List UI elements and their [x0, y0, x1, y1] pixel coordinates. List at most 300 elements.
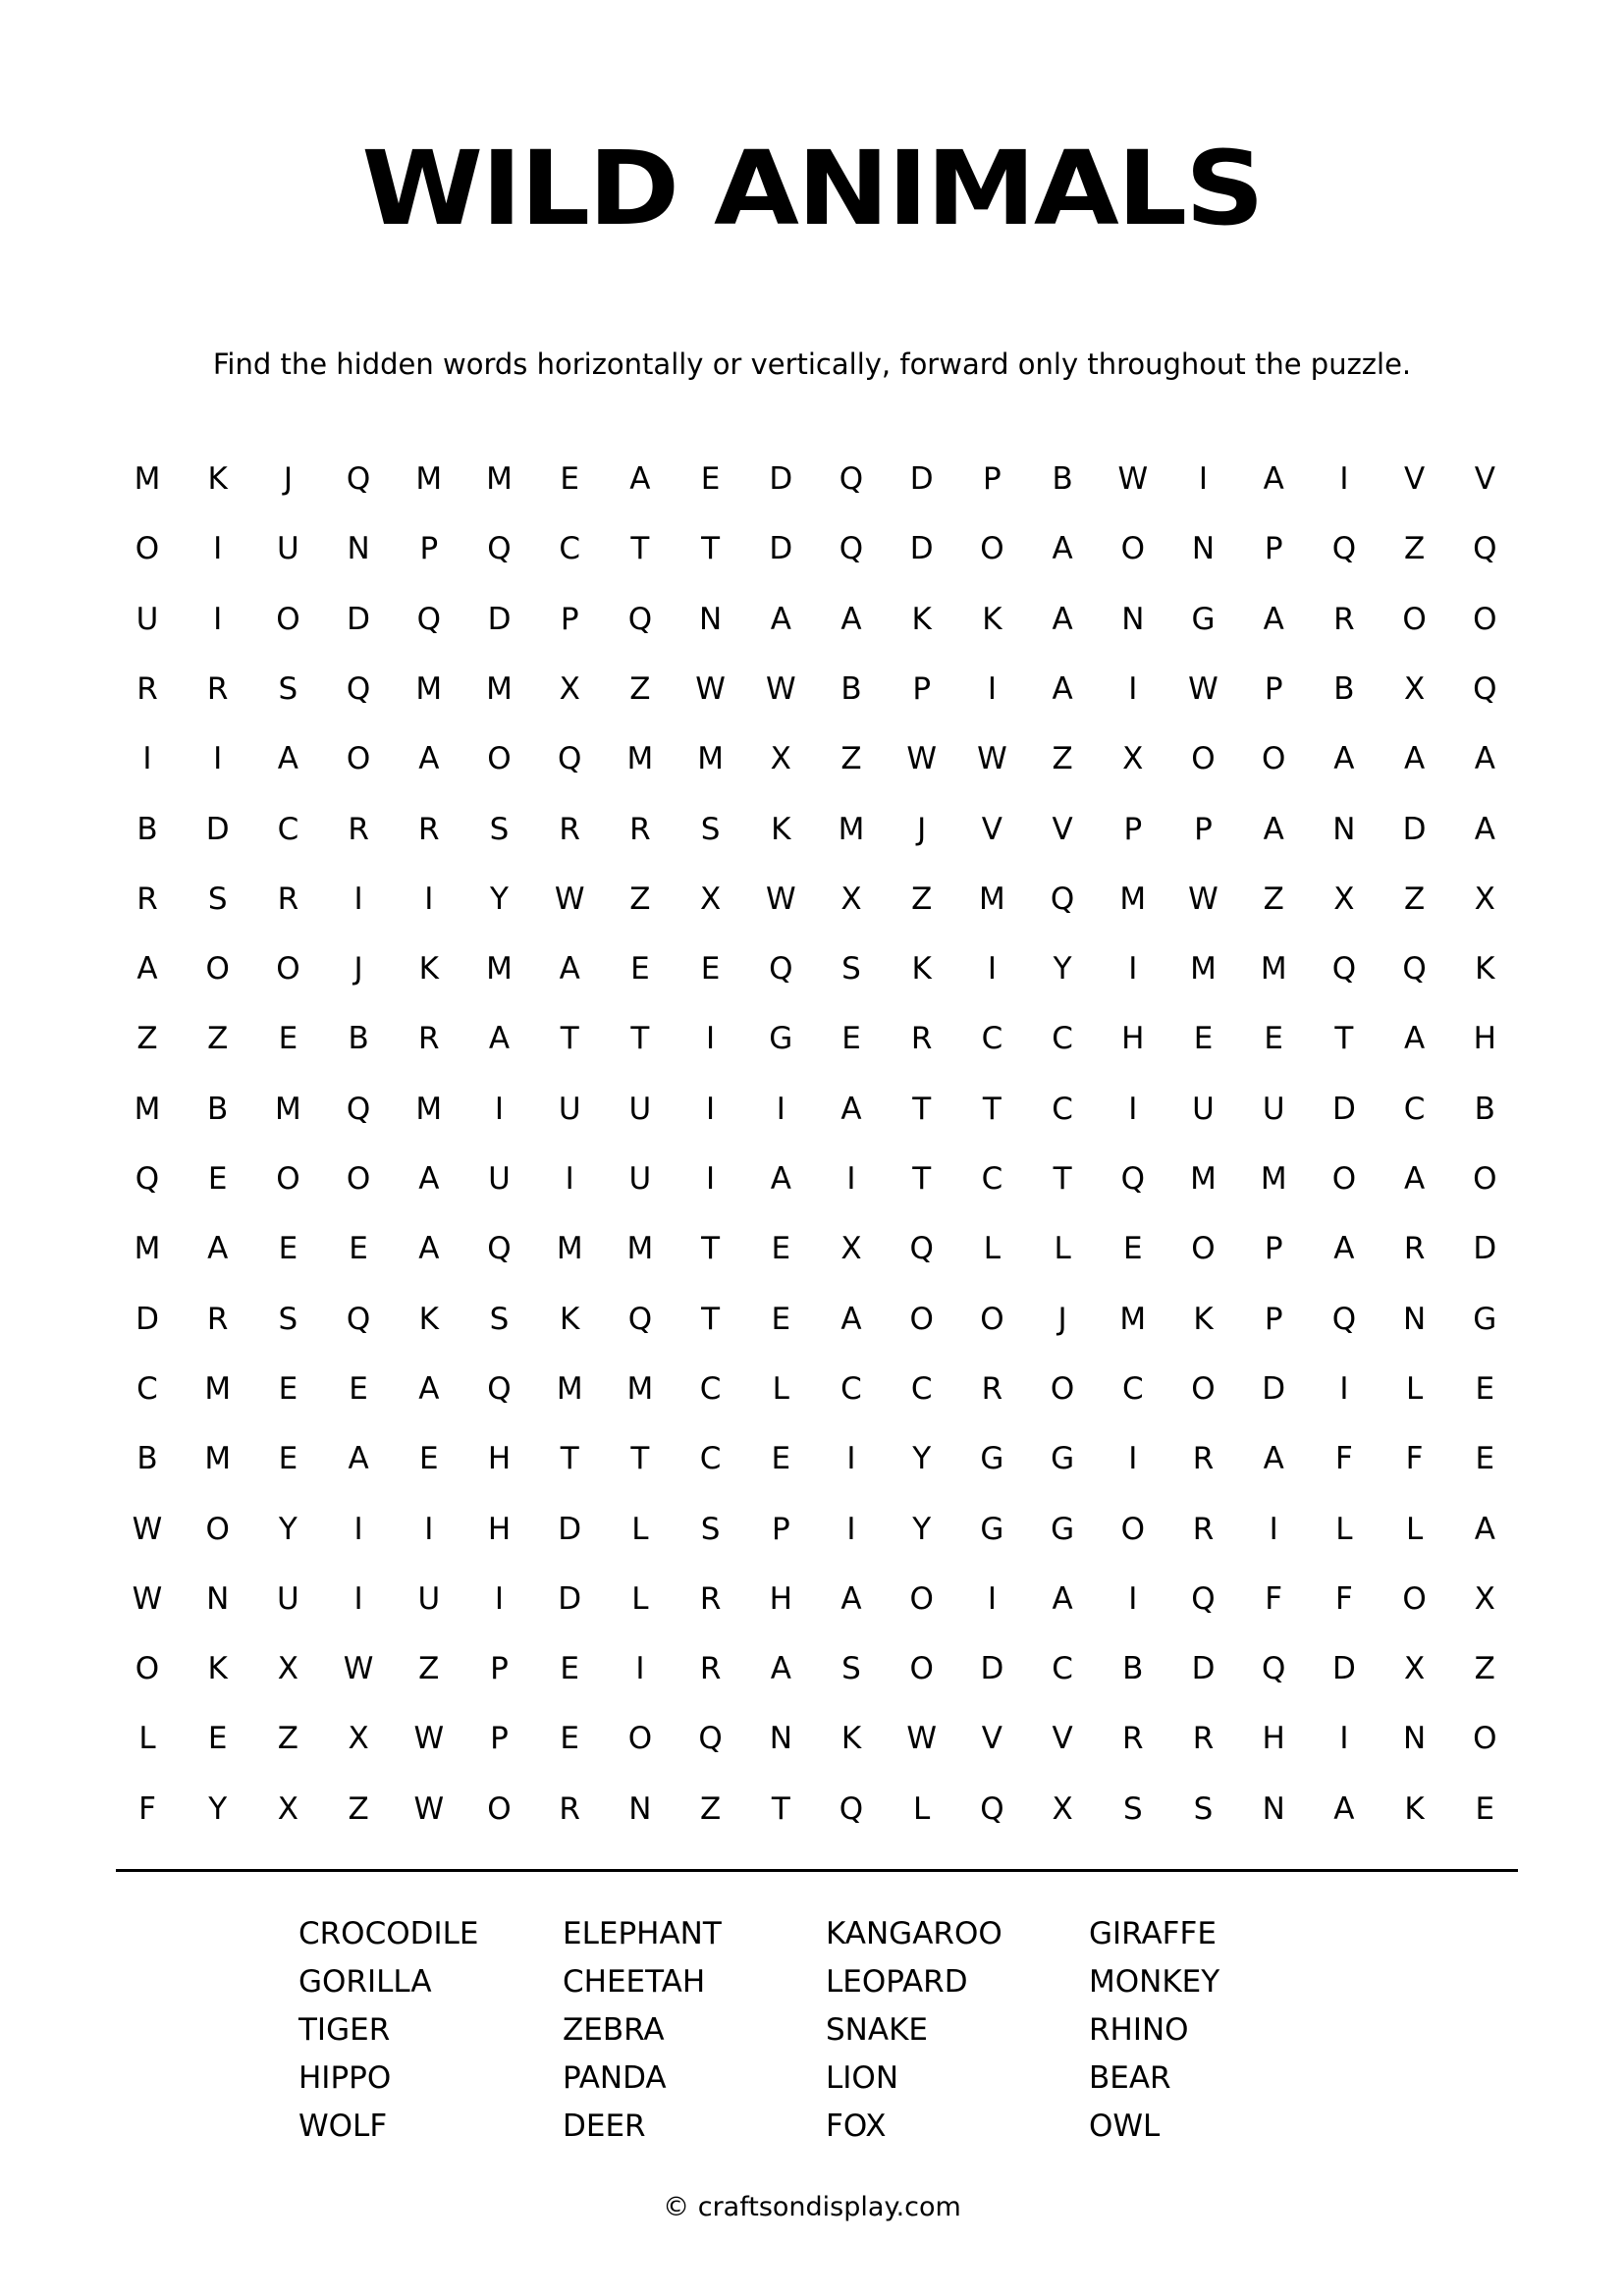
- grid-letter: N: [1191, 531, 1216, 567]
- letter-grid: [132, 461, 1534, 1860]
- grid-letter: R: [559, 811, 580, 847]
- grid-letter: I: [706, 1161, 716, 1197]
- grid-letter: T: [630, 531, 650, 567]
- grid-letter: M: [415, 461, 443, 497]
- grid-letter: E: [771, 1301, 791, 1337]
- grid-letter: A: [840, 601, 862, 637]
- grid-letter: I: [706, 1091, 716, 1127]
- grid-letter: W: [906, 741, 938, 777]
- grid-letter: M: [275, 1091, 301, 1127]
- grid-letter: N: [206, 1580, 230, 1617]
- grid-letter: S: [207, 881, 228, 917]
- grid-letter: R: [699, 1651, 722, 1687]
- grid-letter: D: [980, 1651, 1004, 1687]
- grid-letter: I: [494, 1580, 505, 1617]
- grid-letter: D: [558, 1511, 582, 1547]
- grid-letter: T: [560, 1021, 579, 1057]
- grid-letter: U: [558, 1091, 581, 1127]
- grid-letter: I: [1339, 461, 1349, 497]
- grid-letter: P: [1264, 531, 1283, 567]
- grid-letter: M: [204, 1370, 232, 1407]
- grid-letter: W: [413, 1721, 445, 1757]
- word-list-item: PANDA: [563, 2060, 667, 2096]
- grid-letter: N: [628, 1790, 652, 1827]
- grid-letter: C: [136, 1370, 158, 1407]
- grid-letter: Z: [1263, 881, 1284, 917]
- grid-letter: D: [135, 1301, 159, 1337]
- grid-letter: A: [770, 601, 791, 637]
- grid-letter: D: [1331, 1651, 1356, 1687]
- grid-letter: S: [1193, 1790, 1214, 1827]
- grid-letter: C: [910, 1370, 933, 1407]
- grid-letter: Z: [136, 1021, 158, 1057]
- grid-letter: R: [1403, 1231, 1426, 1267]
- grid-letter: Z: [699, 1790, 722, 1827]
- word-list-item: LEOPARD: [826, 1964, 968, 2000]
- grid-letter: L: [913, 1790, 931, 1827]
- grid-letter: W: [906, 1721, 938, 1757]
- grid-letter: B: [1052, 461, 1073, 497]
- word-list-column: [563, 1916, 818, 2160]
- grid-letter: A: [840, 1091, 862, 1127]
- divider: [116, 1869, 1518, 1872]
- grid-letter: V: [1474, 461, 1495, 497]
- grid-letter: R: [206, 670, 229, 707]
- grid-letter: S: [1122, 1790, 1143, 1827]
- grid-letter: F: [1265, 1580, 1283, 1617]
- grid-letter: G: [1051, 1511, 1075, 1547]
- grid-letter: I: [987, 1580, 997, 1617]
- grid-letter: Z: [348, 1790, 369, 1827]
- grid-letter: A: [770, 1651, 791, 1687]
- grid-letter: I: [1339, 1370, 1349, 1407]
- grid-letter: J: [353, 951, 363, 988]
- grid-letter: T: [912, 1091, 932, 1127]
- grid-letter: T: [560, 1441, 579, 1477]
- grid-letter: E: [278, 1021, 298, 1057]
- grid-letter: T: [701, 1301, 721, 1337]
- grid-letter: D: [487, 601, 512, 637]
- grid-letter: A: [1333, 741, 1355, 777]
- grid-letter: L: [1054, 1231, 1071, 1267]
- grid-letter: N: [769, 1721, 792, 1757]
- grid-letter: O: [1191, 1231, 1216, 1267]
- word-list-item: GIRAFFE: [1089, 1916, 1217, 1951]
- grid-letter: X: [699, 881, 722, 917]
- grid-letter: Q: [1473, 531, 1497, 567]
- grid-letter: F: [138, 1790, 156, 1827]
- grid-letter: O: [1473, 1161, 1497, 1197]
- grid-letter: Q: [487, 1370, 512, 1407]
- grid-letter: I: [424, 881, 434, 917]
- grid-letter: E: [700, 461, 721, 497]
- grid-letter: R: [1192, 1721, 1215, 1757]
- grid-letter: S: [278, 1301, 298, 1337]
- grid-letter: Z: [629, 670, 651, 707]
- grid-letter: S: [841, 1651, 861, 1687]
- grid-letter: V: [981, 811, 1002, 847]
- grid-letter: X: [1333, 881, 1355, 917]
- grid-letter: M: [486, 461, 513, 497]
- grid-letter: C: [277, 811, 299, 847]
- grid-letter: M: [415, 1091, 443, 1127]
- grid-letter: H: [487, 1441, 512, 1477]
- grid-letter: O: [135, 531, 160, 567]
- grid-letter: K: [982, 601, 1002, 637]
- grid-letter: V: [981, 1721, 1002, 1757]
- grid-letter: M: [697, 741, 724, 777]
- grid-letter: T: [1334, 1021, 1354, 1057]
- word-list-item: TIGER: [298, 2012, 391, 2048]
- grid-letter: A: [418, 741, 440, 777]
- grid-letter: B: [136, 1441, 158, 1477]
- grid-letter: Y: [912, 1511, 932, 1547]
- word-list-column: [826, 1916, 1081, 2160]
- grid-letter: K: [1404, 1790, 1425, 1827]
- grid-letter: R: [348, 811, 369, 847]
- grid-letter: A: [840, 1580, 862, 1617]
- grid-letter: T: [771, 1790, 790, 1827]
- grid-row: [138, 1721, 1534, 1793]
- grid-letter: O: [1331, 1161, 1357, 1197]
- grid-letter: C: [840, 1370, 862, 1407]
- grid-row: [132, 1580, 1534, 1654]
- grid-letter: B: [1474, 1091, 1495, 1127]
- grid-letter: I: [353, 1511, 363, 1547]
- grid-letter: Q: [1331, 1301, 1357, 1337]
- grid-letter: I: [987, 670, 997, 707]
- word-list-item: OWL: [1089, 2109, 1161, 2144]
- word-list-column: [298, 1916, 554, 2160]
- grid-letter: R: [1192, 1511, 1215, 1547]
- grid-letter: P: [419, 531, 439, 567]
- grid-letter: E: [1475, 1441, 1495, 1477]
- grid-row: [138, 1790, 1534, 1864]
- grid-letter: D: [1331, 1091, 1356, 1127]
- grid-letter: A: [1333, 1790, 1355, 1827]
- grid-letter: D: [1262, 1370, 1286, 1407]
- grid-letter: Q: [839, 461, 864, 497]
- grid-letter: Z: [277, 1721, 299, 1757]
- grid-letter: B: [348, 1021, 369, 1057]
- grid-letter: P: [771, 1511, 790, 1547]
- grid-letter: R: [136, 881, 158, 917]
- word-list-item: GORILLA: [298, 1964, 432, 2000]
- grid-letter: X: [770, 741, 791, 777]
- grid-letter: A: [418, 1370, 440, 1407]
- grid-letter: G: [1473, 1301, 1497, 1337]
- grid-letter: H: [1473, 1021, 1496, 1057]
- grid-letter: I: [1339, 1721, 1349, 1757]
- grid-row: [136, 1021, 1534, 1094]
- grid-letter: E: [560, 1651, 579, 1687]
- grid-letter: W: [1188, 881, 1218, 917]
- grid-letter: Q: [346, 461, 371, 497]
- grid-letter: T: [982, 1091, 1001, 1127]
- grid-letter: O: [1261, 741, 1286, 777]
- grid-letter: E: [1123, 1231, 1143, 1267]
- grid-letter: W: [765, 881, 796, 917]
- grid-row: [135, 1651, 1534, 1724]
- grid-letter: A: [1263, 811, 1284, 847]
- grid-letter: I: [353, 1580, 363, 1617]
- grid-letter: N: [1332, 811, 1356, 847]
- grid-letter: T: [912, 1161, 932, 1197]
- grid-letter: X: [840, 1231, 862, 1267]
- grid-letter: Z: [207, 1021, 229, 1057]
- grid-letter: X: [1474, 881, 1495, 917]
- grid-letter: Q: [1050, 881, 1075, 917]
- grid-row: [134, 1231, 1534, 1304]
- grid-letter: R: [1122, 1721, 1144, 1757]
- grid-letter: O: [487, 741, 512, 777]
- grid-letter: A: [418, 1231, 440, 1267]
- grid-letter: E: [207, 1721, 228, 1757]
- grid-letter: I: [353, 881, 363, 917]
- grid-letter: O: [346, 741, 371, 777]
- grid-letter: C: [1121, 1370, 1144, 1407]
- grid-letter: O: [346, 1161, 371, 1197]
- grid-letter: F: [1405, 1441, 1424, 1477]
- grid-letter: O: [1191, 741, 1216, 777]
- grid-letter: B: [1333, 670, 1355, 707]
- grid-letter: O: [1120, 1511, 1145, 1547]
- grid-letter: I: [142, 741, 152, 777]
- grid-letter: T: [1053, 1161, 1072, 1197]
- grid-letter: K: [771, 811, 791, 847]
- grid-letter: E: [1264, 1021, 1283, 1057]
- grid-letter: T: [630, 1021, 650, 1057]
- grid-letter: C: [559, 531, 581, 567]
- grid-letter: D: [347, 601, 371, 637]
- grid-letter: P: [1123, 811, 1143, 847]
- grid-letter: Q: [1331, 951, 1357, 988]
- grid-letter: M: [556, 1370, 583, 1407]
- grid-letter: Q: [346, 670, 371, 707]
- word-list-item: HIPPO: [298, 2060, 392, 2096]
- grid-letter: K: [418, 951, 439, 988]
- grid-row: [136, 670, 1534, 744]
- grid-letter: A: [840, 1301, 862, 1337]
- grid-row: [136, 1370, 1534, 1444]
- grid-letter: V: [1403, 461, 1426, 497]
- grid-letter: L: [1335, 1511, 1353, 1547]
- grid-letter: M: [134, 1231, 161, 1267]
- grid-letter: R: [206, 1301, 229, 1337]
- grid-letter: P: [490, 1651, 509, 1687]
- grid-letter: I: [1128, 670, 1138, 707]
- grid-letter: Q: [698, 1721, 723, 1757]
- grid-letter: E: [278, 1231, 298, 1267]
- grid-letter: E: [349, 1231, 368, 1267]
- grid-letter: Q: [1191, 1580, 1216, 1617]
- word-list-item: CROCODILE: [298, 1916, 479, 1951]
- grid-letter: L: [983, 1231, 1001, 1267]
- grid-letter: O: [135, 1651, 160, 1687]
- grid-letter: K: [911, 951, 932, 988]
- grid-row: [142, 741, 1534, 814]
- grid-letter: V: [1052, 811, 1073, 847]
- grid-letter: Y: [278, 1511, 298, 1547]
- grid-letter: I: [846, 1161, 856, 1197]
- grid-letter: W: [343, 1651, 374, 1687]
- grid-letter: I: [213, 741, 223, 777]
- grid-letter: M: [556, 1231, 583, 1267]
- grid-letter: X: [840, 881, 862, 917]
- grid-letter: T: [701, 531, 721, 567]
- grid-letter: S: [841, 951, 861, 988]
- grid-letter: R: [1192, 1441, 1215, 1477]
- grid-letter: C: [1052, 1021, 1073, 1057]
- grid-letter: Q: [487, 1231, 512, 1267]
- grid-letter: I: [846, 1511, 856, 1547]
- grid-letter: Z: [1403, 531, 1426, 567]
- grid-letter: A: [1052, 601, 1073, 637]
- grid-row: [135, 531, 1534, 604]
- grid-letter: C: [981, 1021, 1003, 1057]
- page-title: WILD ANIMALS: [361, 129, 1263, 248]
- grid-letter: C: [699, 1441, 722, 1477]
- grid-letter: O: [909, 1580, 934, 1617]
- grid-letter: X: [277, 1651, 299, 1687]
- grid-letter: M: [1119, 881, 1147, 917]
- grid-letter: A: [488, 1021, 511, 1057]
- grid-letter: U: [628, 1161, 652, 1197]
- grid-letter: M: [626, 741, 654, 777]
- grid-row: [134, 461, 1534, 534]
- grid-letter: I: [635, 1651, 645, 1687]
- grid-letter: I: [213, 601, 223, 637]
- grid-letter: A: [348, 1441, 369, 1477]
- grid-letter: H: [769, 1580, 792, 1617]
- word-list-item: FOX: [826, 2109, 887, 2144]
- grid-letter: P: [1264, 1231, 1283, 1267]
- grid-letter: O: [1050, 1370, 1075, 1407]
- grid-letter: I: [706, 1021, 716, 1057]
- grid-letter: E: [278, 1441, 298, 1477]
- grid-letter: K: [1193, 1301, 1214, 1337]
- grid-letter: D: [1473, 1231, 1497, 1267]
- grid-letter: X: [1052, 1790, 1073, 1827]
- grid-letter: E: [700, 951, 721, 988]
- grid-letter: A: [1474, 741, 1495, 777]
- grid-letter: T: [701, 1231, 721, 1267]
- grid-letter: A: [1263, 461, 1284, 497]
- grid-letter: Q: [1473, 670, 1497, 707]
- grid-letter: I: [1198, 461, 1209, 497]
- grid-letter: O: [1120, 531, 1145, 567]
- grid-letter: X: [277, 1790, 299, 1827]
- grid-letter: O: [1402, 1580, 1427, 1617]
- grid-letter: O: [1402, 601, 1427, 637]
- grid-letter: Q: [487, 531, 512, 567]
- word-list-item: MONKEY: [1089, 1964, 1220, 2000]
- grid-letter: H: [487, 1511, 512, 1547]
- grid-letter: E: [630, 951, 650, 988]
- grid-letter: Z: [840, 741, 862, 777]
- grid-letter: O: [1191, 1370, 1216, 1407]
- grid-letter: A: [1403, 1161, 1426, 1197]
- grid-letter: K: [207, 1651, 228, 1687]
- grid-letter: P: [1264, 670, 1283, 707]
- grid-letter: W: [132, 1511, 163, 1547]
- word-list-column: [1089, 1916, 1344, 2160]
- grid-letter: R: [559, 1790, 580, 1827]
- grid-letter: Q: [1120, 1161, 1145, 1197]
- grid-letter: Y: [490, 881, 509, 917]
- grid-letter: E: [771, 1231, 791, 1267]
- grid-letter: J: [1057, 1301, 1067, 1337]
- grid-letter: D: [558, 1580, 582, 1617]
- grid-letter: R: [418, 811, 440, 847]
- word-list-item: ELEPHANT: [563, 1916, 722, 1951]
- word-list-item: CHEETAH: [563, 1964, 706, 2000]
- grid-letter: W: [1117, 461, 1149, 497]
- grid-letter: U: [1262, 1091, 1285, 1127]
- grid-letter: W: [977, 741, 1007, 777]
- grid-letter: U: [135, 601, 159, 637]
- grid-letter: B: [1122, 1651, 1144, 1687]
- grid-letter: M: [838, 811, 865, 847]
- grid-letter: E: [841, 1021, 861, 1057]
- grid-letter: I: [213, 531, 223, 567]
- grid-letter: A: [1052, 531, 1073, 567]
- grid-letter: E: [1475, 1790, 1495, 1827]
- grid-letter: I: [846, 1441, 856, 1477]
- grid-letter: D: [1191, 1651, 1216, 1687]
- grid-letter: Q: [135, 1161, 160, 1197]
- grid-letter: R: [629, 811, 651, 847]
- grid-letter: P: [1194, 811, 1213, 847]
- grid-letter: A: [1474, 811, 1495, 847]
- grid-letter: E: [771, 1441, 791, 1477]
- grid-letter: F: [1334, 1441, 1353, 1477]
- grid-letter: S: [700, 1511, 721, 1547]
- grid-letter: Q: [909, 1231, 934, 1267]
- grid-letter: O: [276, 951, 300, 988]
- grid-letter: E: [560, 461, 579, 497]
- grid-letter: A: [418, 1161, 440, 1197]
- grid-letter: X: [1122, 741, 1144, 777]
- word-list-item: LION: [826, 2060, 899, 2096]
- grid-letter: O: [980, 1301, 1004, 1337]
- grid-letter: P: [560, 601, 579, 637]
- grid-letter: Q: [416, 601, 441, 637]
- grid-letter: D: [769, 531, 793, 567]
- grid-letter: D: [909, 461, 934, 497]
- word-list-item: SNAKE: [826, 2012, 928, 2048]
- word-list: [298, 1916, 1379, 2174]
- grid-letter: M: [626, 1370, 654, 1407]
- word-list-item: WOLF: [298, 2109, 388, 2144]
- grid-letter: D: [1402, 811, 1427, 847]
- grid-letter: R: [981, 1370, 1003, 1407]
- grid-letter: M: [486, 670, 513, 707]
- grid-letter: Q: [1402, 951, 1427, 988]
- grid-letter: L: [631, 1580, 649, 1617]
- grid-letter: L: [1405, 1511, 1424, 1547]
- grid-letter: O: [1473, 1721, 1497, 1757]
- grid-letter: E: [349, 1370, 368, 1407]
- grid-letter: A: [1052, 1580, 1073, 1617]
- grid-letter: N: [1402, 1721, 1427, 1757]
- grid-letter: N: [1262, 1790, 1285, 1827]
- grid-row: [136, 811, 1534, 884]
- word-list-item: ZEBRA: [563, 2012, 665, 2048]
- grid-letter: P: [983, 461, 1001, 497]
- grid-letter: H: [1121, 1021, 1145, 1057]
- grid-letter: J: [917, 811, 927, 847]
